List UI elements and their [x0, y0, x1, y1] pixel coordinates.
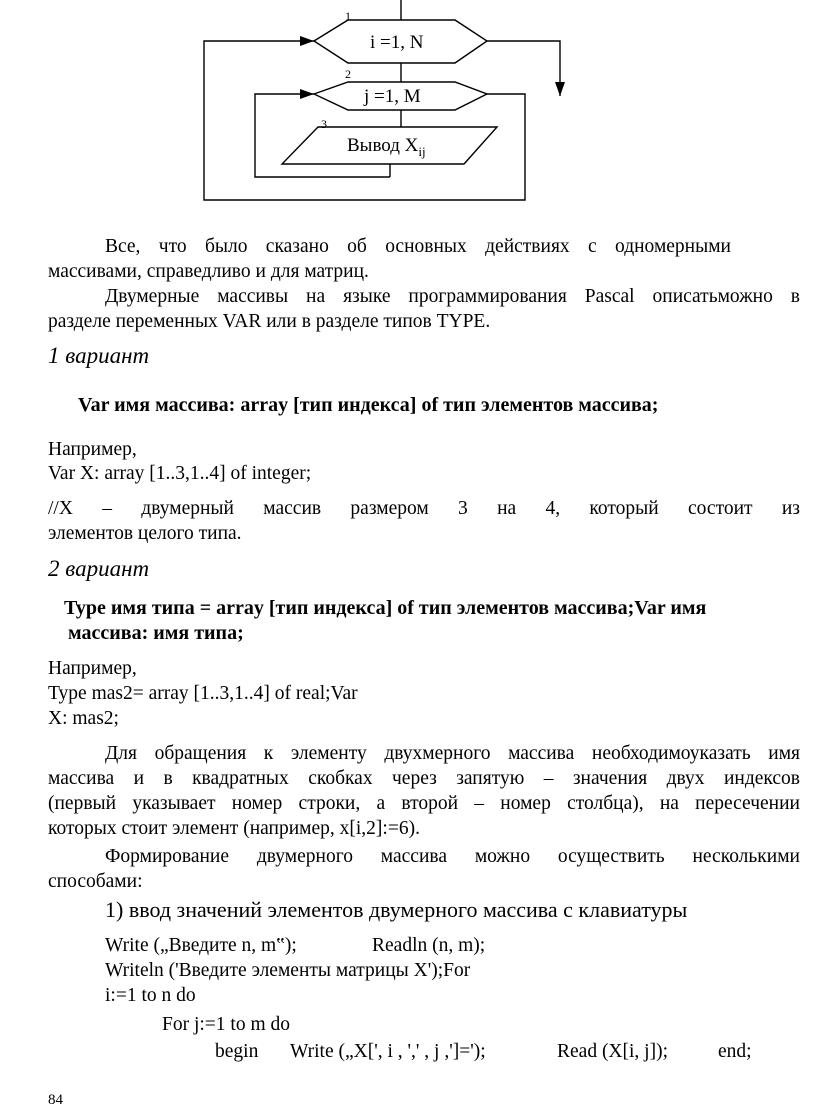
code-line-5-read: Read (X[i, j]); [557, 1041, 669, 1062]
code-line-5-begin: begin [215, 1041, 259, 1062]
variant-2-example-code-line-1: Type mas2= array [1..3,1..4] of real;Var [48, 683, 358, 704]
variant-1-example-label: Например, [48, 439, 137, 460]
variant-1-heading: 1 вариант [48, 343, 150, 368]
block-3-number: 3 [321, 117, 327, 131]
variant-2-syntax-line-1: Type имя типа = array [тип индекса] of тип элементов массива;Var имя [64, 597, 707, 619]
page-number: 84 [48, 1092, 63, 1108]
arrow-head [300, 36, 314, 46]
variant-2-example-code-line-2: X: mas2; [48, 708, 119, 729]
code-line-5-write: Write („X[', i , ',' , j ,']='); [290, 1041, 486, 1062]
variant-2-example-label: Например, [48, 658, 137, 679]
code-line-1-readln: Readln (n, m); [372, 935, 486, 956]
code-line-1-write: Write („Введите n, m‟); [105, 935, 297, 956]
outer-loop-exit [487, 41, 560, 96]
block-3-label-main: Вывод X [347, 135, 419, 156]
access-line-3: (первый указывает номер строки, а второй – номер столбца), на пересечении [48, 793, 800, 814]
block-3-subscript: ij [418, 144, 426, 159]
arrow-head [555, 82, 565, 96]
paragraph-2-line-2: разделе переменных VAR или в разделе типов TYPE. [48, 311, 491, 332]
variant-1-example-code: Var X: array [1..3,1..4] of integer; [48, 463, 312, 484]
code-line-5-end: end; [718, 1041, 752, 1062]
flowchart-diagram [0, 0, 816, 230]
variant-2-syntax-line-2: массива: имя типа; [68, 622, 244, 644]
forming-subheading: 1) ввод значений элементов двумерного массива с клавиатуры [105, 897, 688, 922]
code-line-2: Writeln ('Введите элементы матрицы X');For [105, 960, 471, 981]
paragraph-2-line-1: Двумерные массивы на языке программирования Pascal описатьможно в [105, 286, 800, 307]
variant-2-heading: 2 вариант [48, 556, 150, 581]
variant-1-comment-line-1: //X – двумерный массив размером 3 на 4, который состоит из [48, 498, 800, 519]
access-line-2: массива и в квадратных скобках через запятую – значения двух индексов [48, 768, 800, 789]
variant-1-comment-line-2: элементов целого типа. [48, 523, 242, 544]
block-1-label: i =1, N [370, 32, 424, 53]
outer-loop-return [204, 41, 525, 200]
forming-line-1: Формирование двумерного массива можно осуществить несколькими [105, 846, 800, 867]
access-line-4: которых стоит элемент (например, x[i,2]:=6). [48, 818, 420, 839]
block-1-number: 1 [345, 9, 351, 23]
access-line-1: Для обращения к элементу двухмерного массива необходимоуказать имя [105, 743, 800, 764]
code-line-3: i:=1 to n do [105, 985, 196, 1006]
arrow-head [300, 89, 314, 99]
block-2-label: j =1, M [364, 86, 421, 107]
code-line-4: For j:=1 to m do [162, 1014, 291, 1035]
forming-line-2: способами: [48, 871, 143, 892]
paragraph-1-line-1: Все, что было сказано об основных действиях с одномерными [105, 236, 731, 257]
paragraph-1-line-2: массивами, справедливо и для матриц. [48, 261, 369, 282]
block-3-label [347, 135, 426, 159]
block-2-number: 2 [345, 67, 351, 81]
variant-1-syntax: Var имя массива: array [тип индекса] of тип элементов массива; [78, 394, 659, 416]
